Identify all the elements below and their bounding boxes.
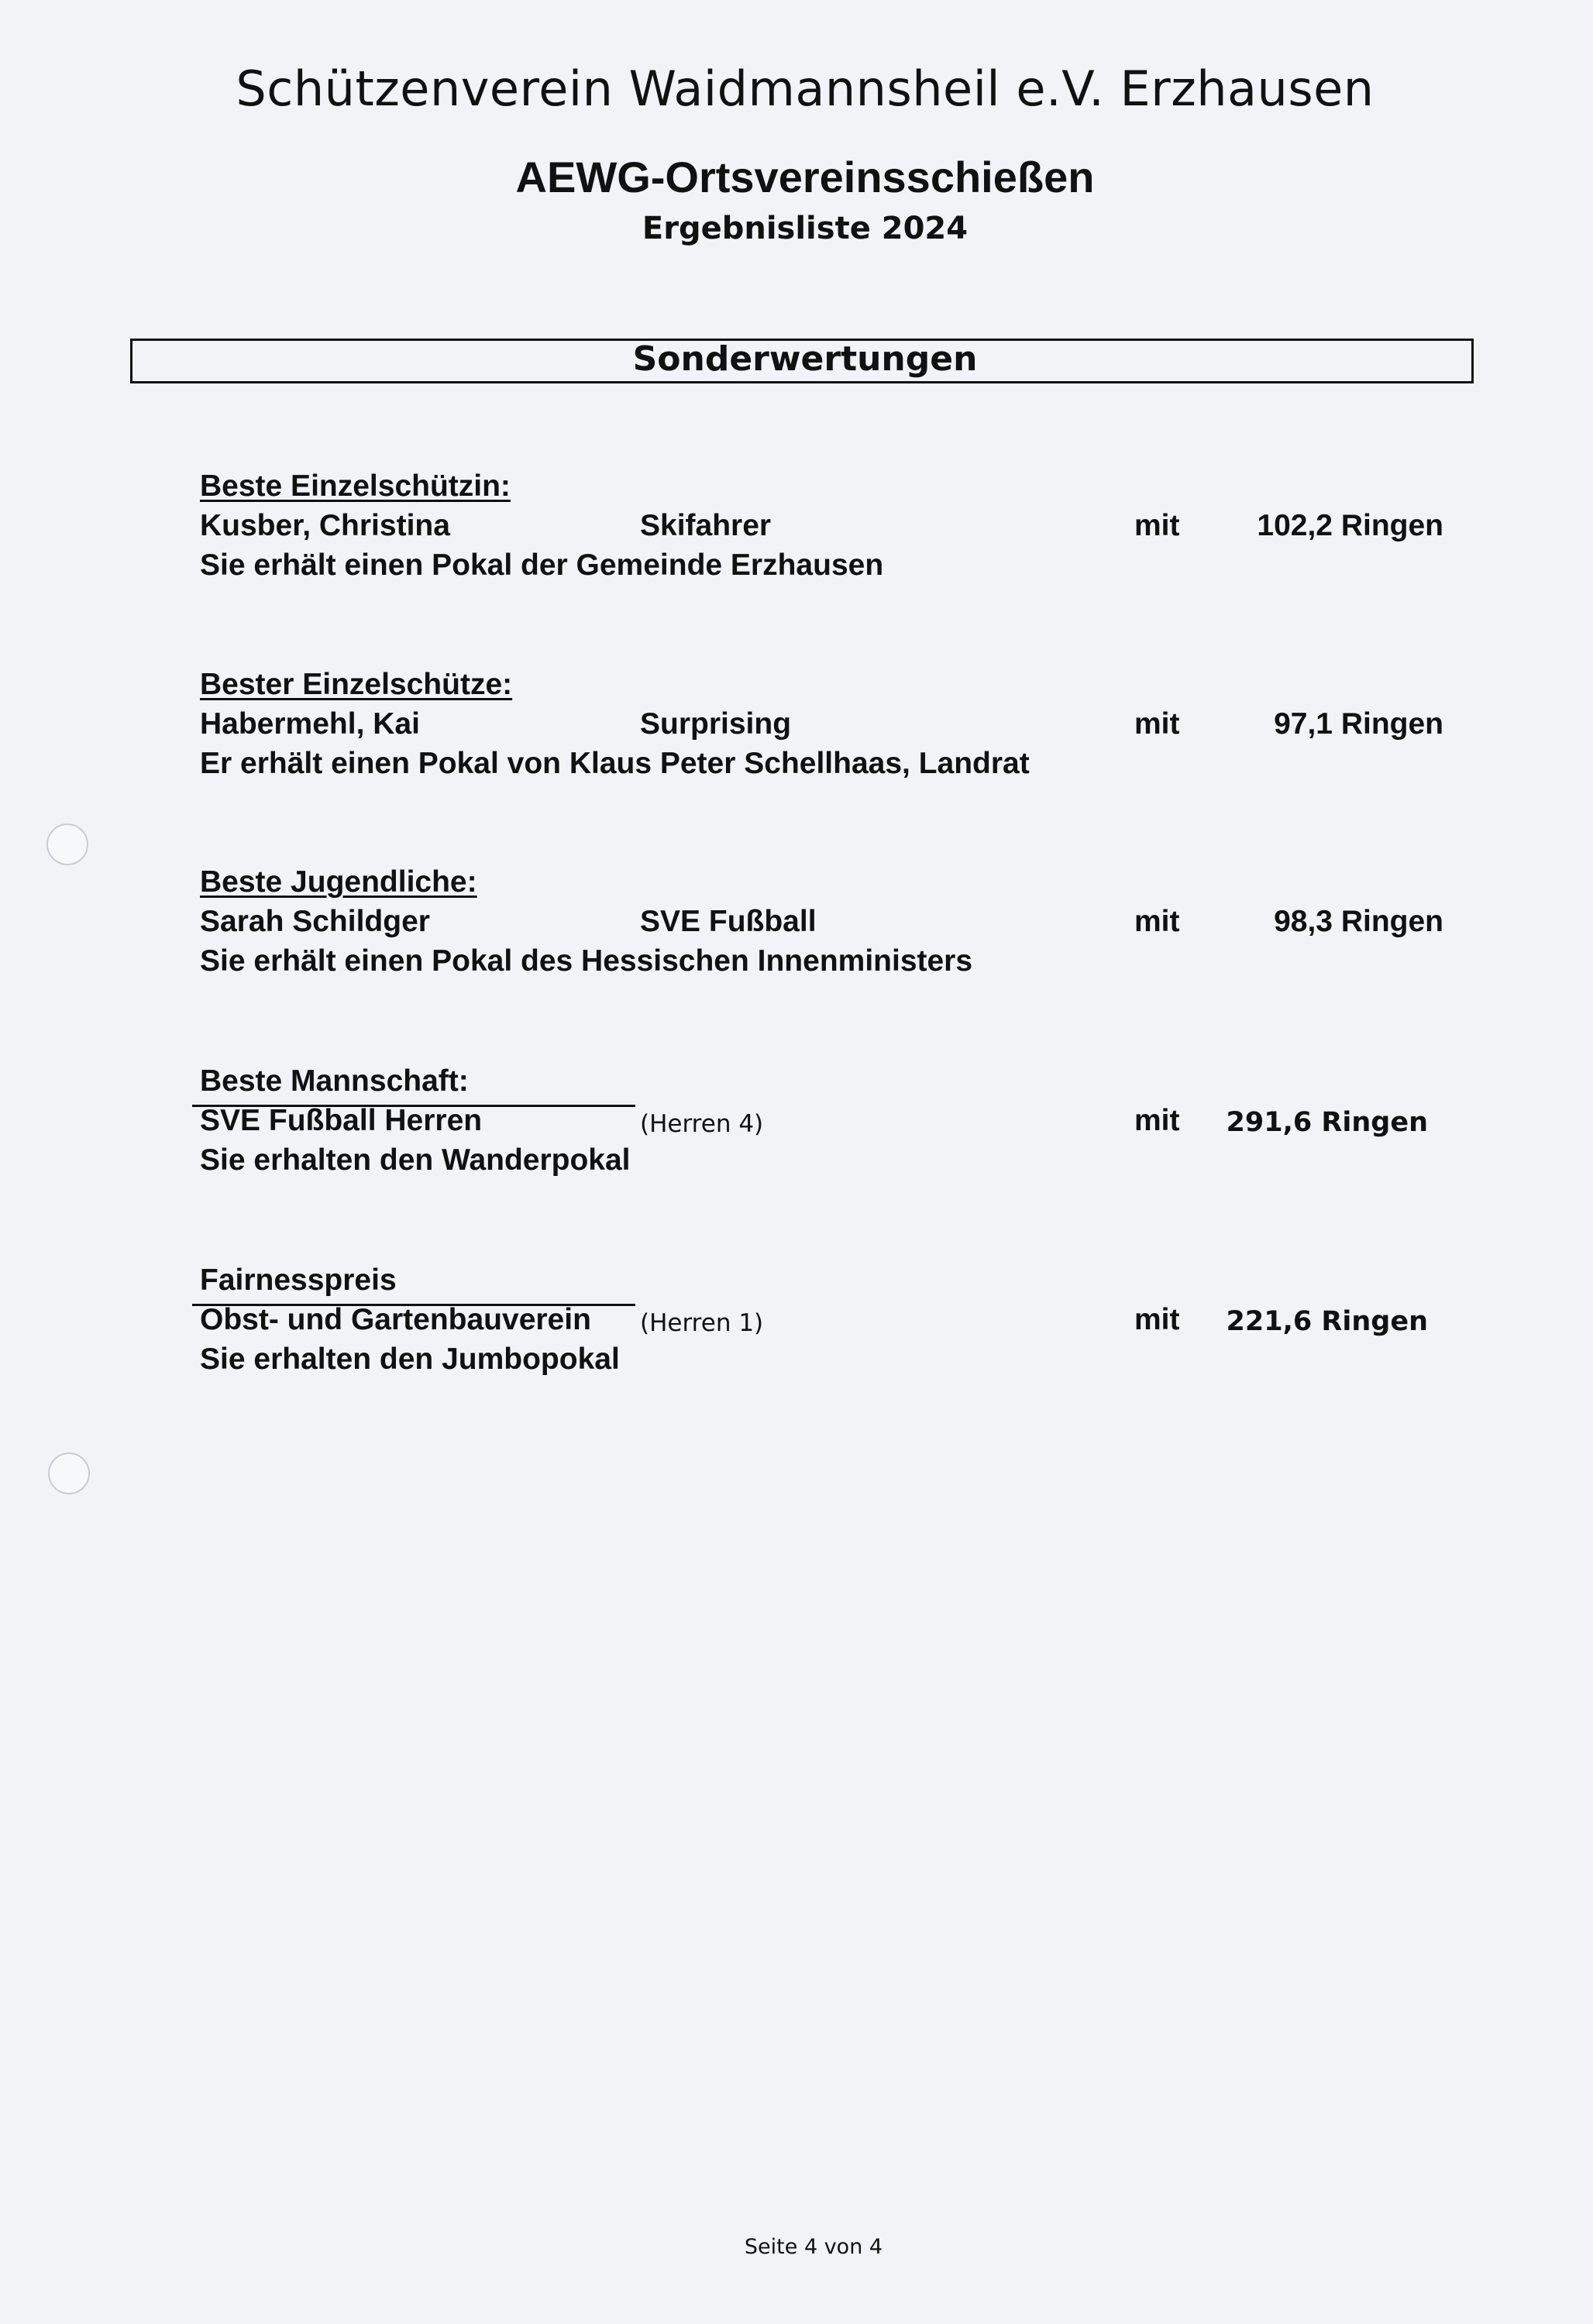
winner-team: Surprising bbox=[640, 707, 792, 741]
page-number: Seite 4 von 4 bbox=[744, 2235, 883, 2259]
prize-description: Sie erhält einen Pokal der Gemeinde Erzhausen bbox=[200, 548, 884, 582]
organization-title: Schützenverein Waidmannsheil e.V. Erzhausen bbox=[236, 60, 1375, 117]
award-category: Fairnesspreis bbox=[200, 1263, 397, 1297]
winner-name: Obst- und Gartenbauverein bbox=[200, 1303, 591, 1336]
prize-description: Er erhält einen Pokal von Klaus Peter Schellhaas, Landrat bbox=[200, 747, 1030, 780]
winner-team: (Herren 4) bbox=[640, 1110, 764, 1138]
score-connector: mit bbox=[1134, 509, 1180, 542]
award-fairness-prize bbox=[0, 1263, 1593, 1395]
winner-team: Skifahrer bbox=[640, 509, 772, 542]
prize-description: Sie erhalten den Wanderpokal bbox=[200, 1143, 631, 1177]
winner-team: SVE Fußball bbox=[640, 905, 817, 938]
winner-name: Sarah Schildger bbox=[200, 905, 430, 938]
winner-team: (Herren 1) bbox=[640, 1309, 764, 1337]
award-category: Beste Jugendliche: bbox=[200, 865, 477, 899]
award-best-male-shooter bbox=[0, 668, 1593, 799]
prize-description: Sie erhält einen Pokal des Hessischen Innenministers bbox=[200, 944, 973, 978]
results-list-title: Ergebnisliste 2024 bbox=[642, 211, 969, 246]
award-best-female-shooter bbox=[0, 469, 1593, 601]
score-value: 291,6 Ringen bbox=[1226, 1107, 1428, 1138]
award-category: Bester Einzelschütze: bbox=[200, 668, 513, 701]
score-value: 98,3 Ringen bbox=[1274, 905, 1443, 938]
winner-name: Kusber, Christina bbox=[200, 509, 450, 542]
punch-hole bbox=[46, 823, 88, 865]
score-connector: mit bbox=[1134, 707, 1180, 741]
event-title: AEWG-Ortsvereinsschießen bbox=[515, 153, 1095, 201]
score-connector: mit bbox=[1134, 1303, 1180, 1336]
section-title: Sonderwertungen bbox=[632, 339, 978, 379]
score-value: 221,6 Ringen bbox=[1226, 1306, 1428, 1337]
score-value: 102,2 Ringen bbox=[1257, 509, 1443, 542]
winner-name: Habermehl, Kai bbox=[200, 707, 420, 741]
award-best-youth bbox=[0, 865, 1593, 997]
punch-hole bbox=[48, 1452, 90, 1494]
score-connector: mit bbox=[1134, 1104, 1180, 1137]
award-best-team bbox=[0, 1064, 1593, 1196]
award-category: Beste Mannschaft: bbox=[200, 1064, 469, 1098]
score-connector: mit bbox=[1134, 905, 1180, 938]
score-value: 97,1 Ringen bbox=[1274, 707, 1443, 741]
prize-description: Sie erhalten den Jumbopokal bbox=[200, 1342, 620, 1376]
award-category: Beste Einzelschützin: bbox=[200, 469, 511, 503]
winner-name: SVE Fußball Herren bbox=[200, 1104, 483, 1137]
